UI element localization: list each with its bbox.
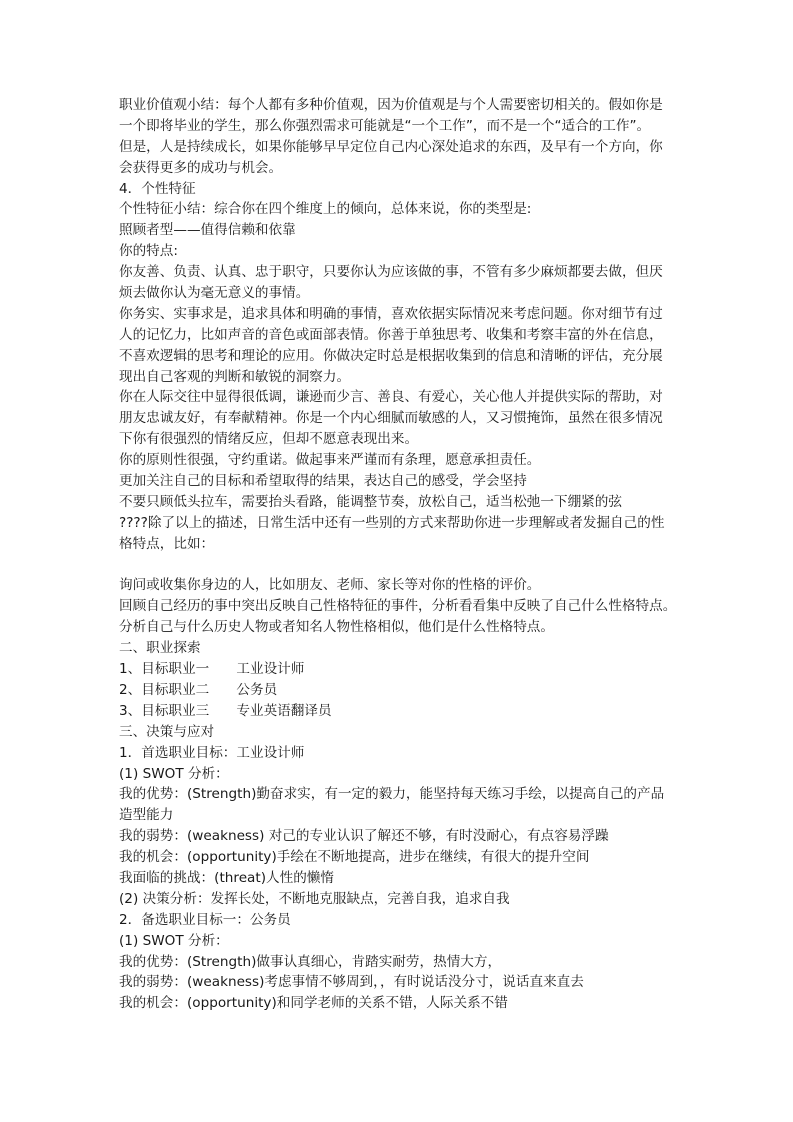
text-line: 你在人际交往中显得很低调，谦逊而少言、善良、有爱心，关心他人并提供实际的帮助，对 xyxy=(119,389,663,406)
text-line: 朋友忠诚友好，有奉献精神。你是一个内心细腻而敏感的人，又习惯掩饰，虽然在很多情况 xyxy=(119,410,663,427)
text-line: 一个即将毕业的学生，那么你强烈需求可能就是“一个工作”，而不是一个“适合的工作”。 xyxy=(119,117,651,134)
text-line: ????除了以上的描述，日常生活中还有一些别的方式来帮助你进一步理解或者发掘自己的性 xyxy=(119,514,665,531)
text-line: 你务实、实事求是，追求具体和明确的事情，喜欢依据实际情况来考虑问题。你对细节有过 xyxy=(119,305,663,322)
text-line: 但是，人是持续成长，如果你能够早早定位自己内心深处追求的东西，及早有一个方向，你 xyxy=(119,138,663,155)
text-line: (2) 决策分析：发挥长处，不断地克服缺点，完善自我，追求自我 xyxy=(119,890,510,907)
text-line: 个性特征小结：综合你在四个维度上的倾向，总体来说，你的类型是: xyxy=(119,201,532,218)
section-heading: 二、职业探索 xyxy=(119,640,201,657)
text-line: 会获得更多的成功与机会。 xyxy=(119,159,283,176)
text-line: 你友善、负责、认真、忠于职守，只要你认为应该做的事，不管有多少麻烦都要去做，但厌 xyxy=(119,264,663,281)
blank-line xyxy=(119,555,689,576)
subsection-heading: 1．首选职业目标：工业设计师 xyxy=(119,744,305,761)
text-line: 格特点，比如： xyxy=(119,535,215,552)
subsection-heading: 2．备选职业目标一：公务员 xyxy=(119,911,291,928)
text-line: 回顾自己经历的事中突出反映自己性格特征的事件，分析看看集中反映了自己什么性格特点。 xyxy=(119,598,677,615)
text-line: 不要只顾低头拉车，需要抬头看路，能调整节奏，放松自己，适当松弛一下绷紧的弦 xyxy=(119,493,622,510)
text-line: 我的优势：(Strength)勤奋求实，有一定的毅力，能坚持每天练习手绘，以提高自己的产品 xyxy=(119,786,665,803)
text-line: 我的弱势：(weakness) 对己的专业认识了解还不够，有时没耐心，有点容易浮躁 xyxy=(119,828,609,845)
text-line: 我的机会：(opportunity)和同学老师的关系不错，人际关系不错 xyxy=(119,995,508,1012)
text-line: 我面临的挑战：(threat)人性的懒惰 xyxy=(119,869,334,886)
text-line: 造型能力 xyxy=(119,807,174,824)
text-line: 烦去做你认为毫无意义的事情。 xyxy=(119,285,310,302)
text-line: 我的弱势：(weakness)考虑事情不够周到，，有时说话没分寸，说话直来直去 xyxy=(119,974,584,991)
text-line: 现出自己客观的判断和敏锐的洞察力。 xyxy=(119,368,351,385)
text-line: 你的特点: xyxy=(119,243,178,260)
list-item: 2、目标职业二 公务员 xyxy=(119,681,278,698)
list-item: 3、目标职业三 专业英语翻译员 xyxy=(119,702,332,719)
text-line: 你的原则性很强，守约重诺。做起事来严谨而有条理，愿意承担责任。 xyxy=(119,452,541,469)
text-line: 人的记忆力，比如声音的音色或面部表情。你善于单独思考、收集和考察丰富的外在信息， xyxy=(119,326,663,343)
document-body xyxy=(119,95,689,1014)
list-item: 1、目标职业一 工业设计师 xyxy=(119,661,305,678)
section-heading: 4．个性特征 xyxy=(119,180,196,197)
text-line: 职业价值观小结：每个人都有多种价值观，因为价值观是与个人需要密切相关的。假如你是 xyxy=(119,97,663,113)
text-line: 更加关注自己的目标和希望取得的结果，表达自己的感受，学会坚持 xyxy=(119,473,527,490)
text-line: 不喜欢逻辑的思考和理论的应用。你做决定时总是根据收集到的信息和清晰的评估，充分展 xyxy=(119,347,663,364)
text-line: 照顾者型——值得信赖和依靠 xyxy=(119,222,296,239)
section-heading: 三、决策与应对 xyxy=(119,723,215,740)
text-line: (1) SWOT 分析： xyxy=(119,932,229,949)
text-line: 我的优势：(Strength)做事认真细心，肯踏实耐劳，热情大方， xyxy=(119,953,502,970)
text-line: 下你有很强烈的情绪反应，但却不愿意表现出来。 xyxy=(119,431,419,448)
text-line: 询问或收集你身边的人，比如朋友、老师、家长等对你的性格的评价。 xyxy=(119,577,541,594)
text-line: 分析自己与什么历史人物或者知名人物性格相似，他们是什么性格特点。 xyxy=(119,619,554,636)
text-line: (1) SWOT 分析： xyxy=(119,765,229,782)
text-line: 我的机会：(opportunity)手绘在不断地提高，进步在继续，有很大的提升空间 xyxy=(119,849,590,866)
